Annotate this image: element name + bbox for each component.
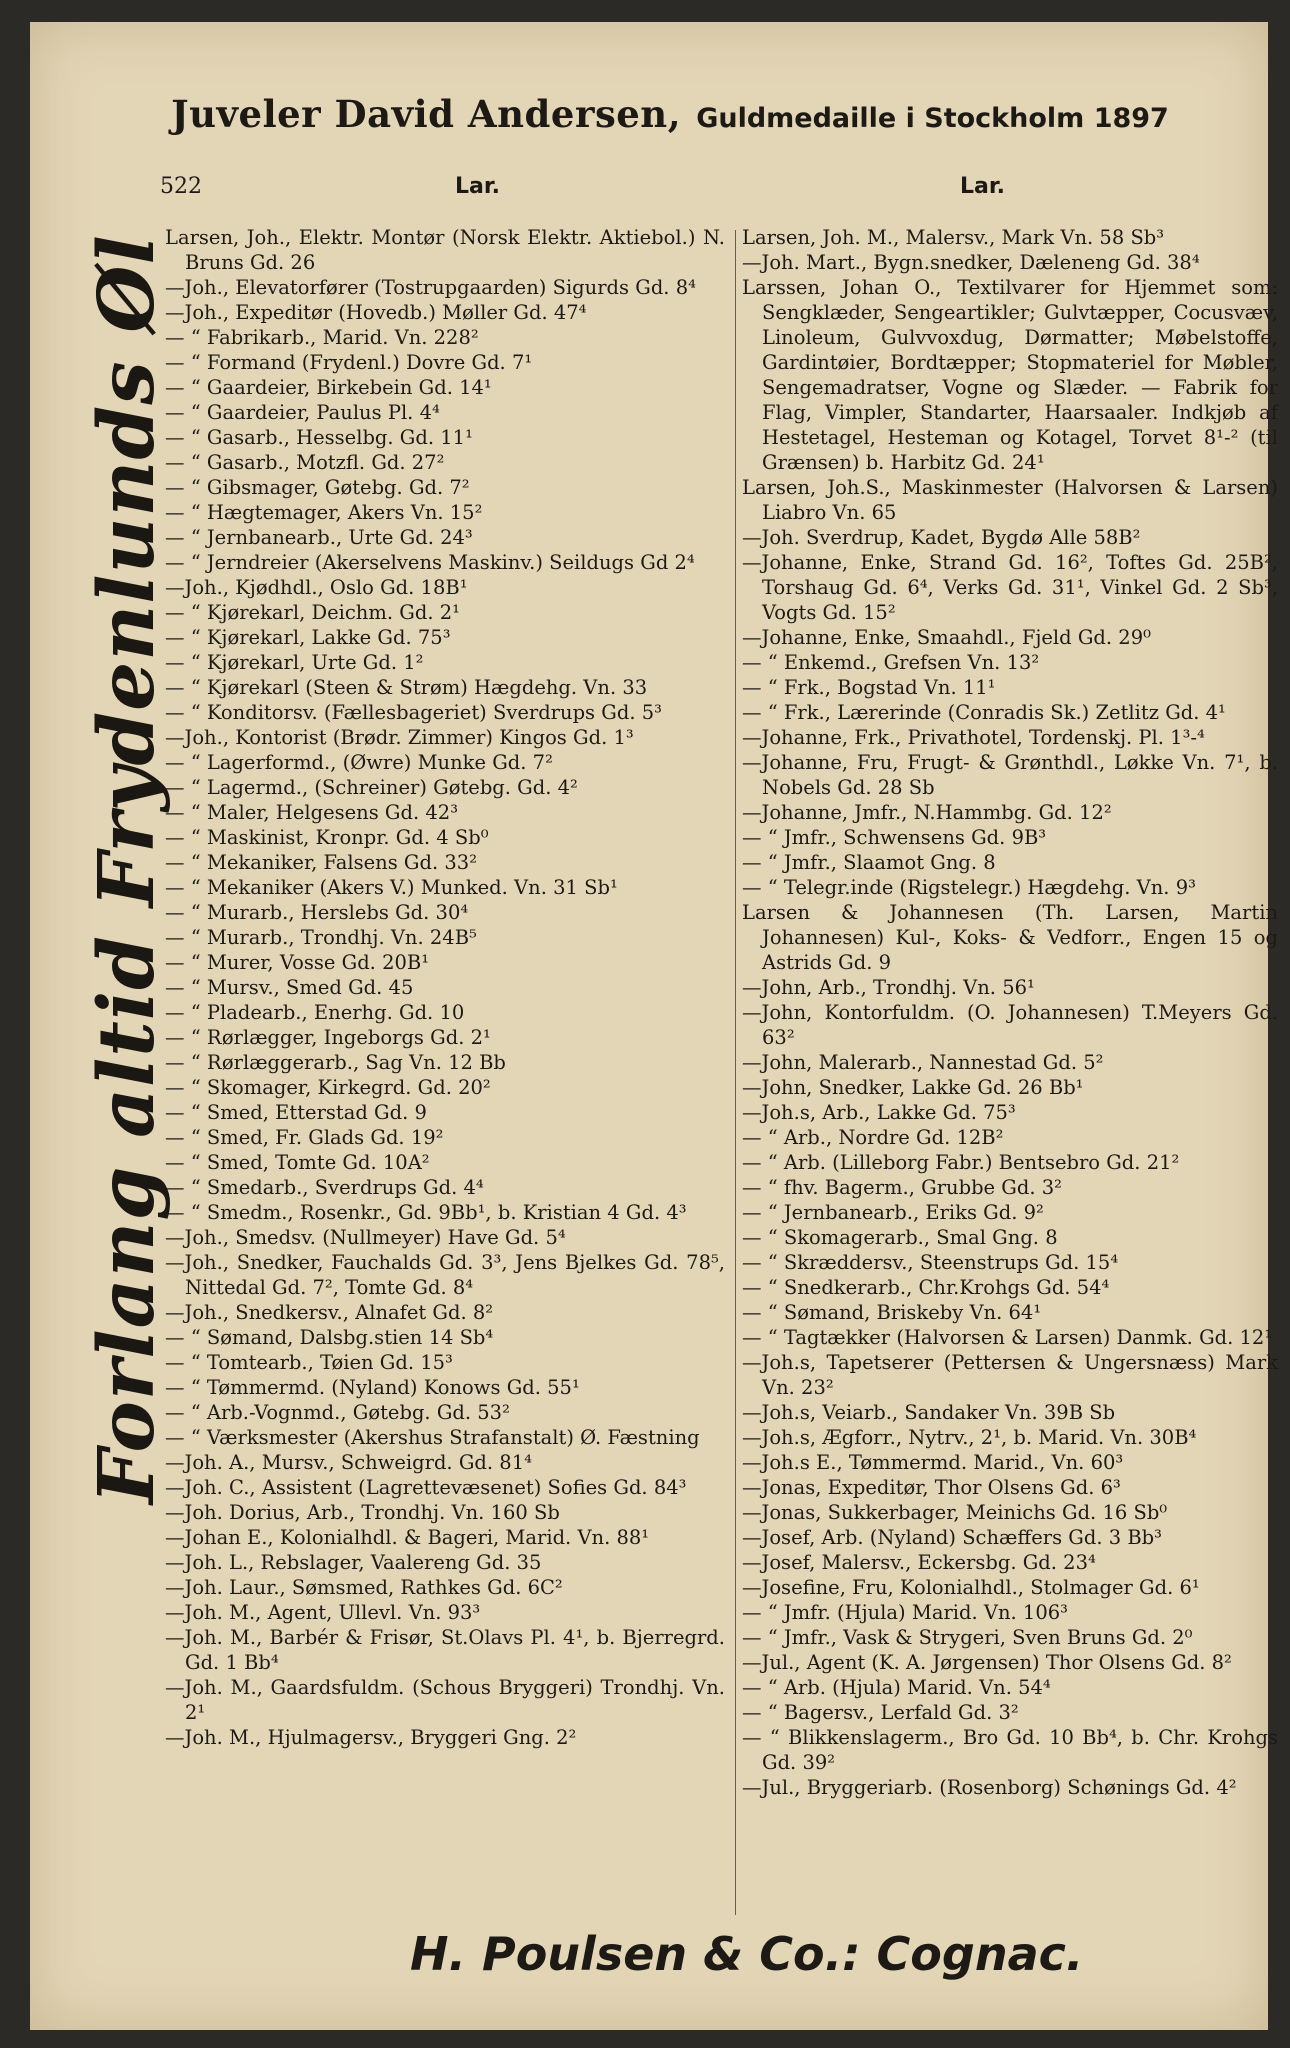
directory-entry: Larsen, Joh., Elektr. Montør (Norsk Elektr. Aktiebol.) N. Bruns Gd. 26	[165, 226, 725, 274]
directory-entry: — “ Formand (Frydenl.) Dovre Gd. 7¹	[165, 351, 533, 374]
directory-entry: Larsen, Joh.S., Maskinmester (Halvorsen & Larsen) Liabro Vn. 65	[742, 476, 1278, 524]
directory-entry: — “ Kjørekarl, Deichm. Gd. 2¹	[165, 601, 460, 624]
directory-entry: —Josefine, Fru, Kolonialhdl., Stolmager Gd. 6¹	[742, 1576, 1200, 1599]
directory-entry: Larssen, Johan O., Textilvarer for Hjemmet som: Sengklæder, Sengeartikler; Gulvtæpper, Cocusvæv, Linoleum, Gulvvoxdug, Dørmatter; Møbelstoffe, Gardintøier, Bordtæpper; Stopmateriel for Møbler, Sengemadratser, Vogne og Slæder. — Fabrik for Flag, Vimpler, Standarter, Haarsaaler. Indkjøb af Hestetagel, Hesteman og Kotagel, Torvet 8¹-² (til Grænsen) b. Harbitz Gd. 24¹	[742, 276, 1278, 474]
directory-entry: —Joh. L., Rebslager, Vaalereng Gd. 35	[165, 1551, 542, 1574]
directory-entry: — “ Smedarb., Sverdrups Gd. 4⁴	[165, 1176, 484, 1199]
directory-entry: — “ Værksmester (Akershus Strafanstalt) Ø. Fæstning	[165, 1426, 700, 1449]
directory-entry: — “ Smed, Etterstad Gd. 9	[165, 1101, 427, 1124]
left-column-heading: Lar.	[455, 174, 500, 199]
directory-entry: — “ Frk., Lærerinde (Conradis Sk.) Zetlitz Gd. 4¹	[742, 701, 1226, 724]
directory-entry: — “ Skomagerarb., Smal Gng. 8	[742, 1226, 1058, 1249]
directory-entry: —Johanne, Enke, Smaahdl., Fjeld Gd. 29⁰	[742, 626, 1151, 649]
directory-entry: —Joh.s, Arb., Lakke Gd. 75³	[742, 1101, 1016, 1124]
directory-entry: — “ Skomager, Kirkegrd. Gd. 20²	[165, 1076, 491, 1099]
directory-entry: —Joh., Expeditør (Hovedb.) Møller Gd. 47⁴	[165, 301, 587, 324]
directory-entry: — “ Blikkenslagerm., Bro Gd. 10 Bb⁴, b. Chr. Krohgs Gd. 39²	[742, 1726, 1278, 1774]
directory-entry: —Joh., Smedsv. (Nullmeyer) Have Gd. 5⁴	[165, 1226, 566, 1249]
directory-entry: — “ Konditorsv. (Fællesbageriet) Sverdrups Gd. 5³	[165, 701, 662, 724]
directory-entry: — “ Arb., Nordre Gd. 12B²	[742, 1126, 1004, 1149]
directory-entry: — “ Maler, Helgesens Gd. 42³	[165, 801, 459, 824]
left-column	[165, 225, 725, 1750]
directory-entry: —John, Kontorfuldm. (O. Johannesen) T.Meyers Gd. 63²	[742, 1001, 1278, 1049]
directory-entry: —Joh. M., Agent, Ullevl. Vn. 93³	[165, 1601, 481, 1624]
directory-entry: — “ Tømmermd. (Nyland) Konows Gd. 55¹	[165, 1376, 580, 1399]
directory-entry: —Joh., Snedkersv., Alnafet Gd. 8²	[165, 1301, 494, 1324]
directory-entry: —John, Arb., Trondhj. Vn. 56¹	[742, 976, 1035, 999]
directory-entry: — “ Pladearb., Enerhg. Gd. 10	[165, 1001, 465, 1024]
directory-entry: Larsen, Joh. M., Malersv., Mark Vn. 58 Sb³	[742, 226, 1165, 249]
directory-entry: —Johan E., Kolonialhdl. & Bageri, Marid. Vn. 88¹	[165, 1526, 650, 1549]
directory-entry: — “ Jmfr., Schwensens Gd. 9B³	[742, 826, 1047, 849]
directory-entry: —Joh. M., Barbér & Frisør, St.Olavs Pl. 4¹, b. Bjerregrd. Gd. 1 Bb⁴	[165, 1626, 725, 1674]
header-ad-main: Juveler David Andersen,	[171, 92, 682, 136]
page-number: 522	[160, 174, 202, 199]
directory-entry: — “ Sømand, Briskeby Vn. 64¹	[742, 1301, 1042, 1324]
directory-entry: — “ Smedm., Rosenkr., Gd. 9Bb¹, b. Kristian 4 Gd. 4³	[165, 1201, 687, 1224]
directory-entry: — “ Gibsmager, Gøtebg. Gd. 7²	[165, 476, 470, 499]
directory-entry: — “ Murarb., Herslebs Gd. 30⁴	[165, 901, 469, 924]
directory-entry: —Joh., Kontorist (Brødr. Zimmer) Kingos Gd. 1³	[165, 726, 634, 749]
directory-entry: — “ Telegr.inde (Rigstelegr.) Hægdehg. Vn. 9³	[742, 876, 1196, 899]
directory-entry: — “ Jmfr., Vask & Strygeri, Sven Bruns Gd. 2⁰	[742, 1626, 1193, 1649]
directory-page	[30, 22, 1278, 2030]
directory-entry: — “ Bagersv., Lerfald Gd. 3²	[742, 1701, 1019, 1724]
directory-entry: — “ Jernbanearb., Urte Gd. 24³	[165, 526, 473, 549]
directory-entry: —Joh. Laur., Sømsmed, Rathkes Gd. 6C²	[165, 1576, 563, 1599]
directory-entry: — “ Arb.-Vognmd., Gøtebg. Gd. 53²	[165, 1401, 510, 1424]
directory-entry: — “ Skræddersv., Steenstrups Gd. 15⁴	[742, 1251, 1119, 1274]
right-column-heading: Lar.	[960, 174, 1005, 199]
side-ad-text: Forlang altid Frydenlunds Øl	[82, 234, 172, 1504]
header-advertisement	[150, 92, 1190, 136]
directory-entry: —Jul., Agent (K. A. Jørgensen) Thor Olsens Gd. 8²	[742, 1651, 1232, 1674]
directory-entry: — “ Snedkerarb., Chr.Krohgs Gd. 54⁴	[742, 1276, 1110, 1299]
directory-entry: —Johanne, Jmfr., N.Hammbg. Gd. 12²	[742, 801, 1112, 824]
directory-entry: — “ Gaardeier, Paulus Pl. 4⁴	[165, 401, 440, 424]
directory-entry: — “ Fabrikarb., Marid. Vn. 228²	[165, 326, 479, 349]
directory-entry: — “ Jernbanearb., Eriks Gd. 9²	[742, 1201, 1044, 1224]
directory-entry: —Johanne, Frk., Privathotel, Tordenskj. Pl. 1³-⁴	[742, 726, 1205, 749]
directory-entry: —Joh. M., Gaardsfuldm. (Schous Bryggeri) Trondhj. Vn. 2¹	[165, 1676, 725, 1724]
footer-advertisement: H. Poulsen & Co.: Cognac.	[410, 1927, 1084, 1981]
directory-entry: — “ Mursv., Smed Gd. 45	[165, 976, 414, 999]
directory-entry: —John, Malerarb., Nannestad Gd. 5²	[742, 1051, 1104, 1074]
directory-entry: —Joh., Elevatorfører (Tostrupgaarden) Sigurds Gd. 8⁴	[165, 276, 696, 299]
directory-entry: — “ Mekaniker (Akers V.) Munked. Vn. 31 Sb¹	[165, 876, 618, 899]
directory-entry: —Joh.s, Tapetserer (Pettersen & Ungersnæss) Mark Vn. 23²	[742, 1351, 1278, 1399]
directory-entry: — “ Tomtearb., Tøien Gd. 15³	[165, 1351, 453, 1374]
directory-entry: —Joh.s, Ægforr., Nytrv., 2¹, b. Marid. Vn. 30B⁴	[742, 1426, 1197, 1449]
directory-entry: — “ Kjørekarl, Urte Gd. 1²	[165, 651, 424, 674]
directory-entry: — “ Maskinist, Kronpr. Gd. 4 Sb⁰	[165, 826, 489, 849]
directory-entry: —Joh.s E., Tømmermd. Marid., Vn. 60³	[742, 1451, 1124, 1474]
directory-entry: — “ Gasarb., Motzfl. Gd. 27²	[165, 451, 445, 474]
directory-entry: — “ Lagerformd., (Øwre) Munke Gd. 7²	[165, 751, 553, 774]
directory-entry: — “ Kjørekarl, Lakke Gd. 75³	[165, 626, 451, 649]
directory-entry: — “ Rørlæggerarb., Sag Vn. 12 Bb	[165, 1051, 506, 1074]
directory-entry: —Jul., Bryggeriarb. (Rosenborg) Schønings Gd. 4²	[742, 1776, 1237, 1799]
directory-entry: — “ Mekaniker, Falsens Gd. 33²	[165, 851, 478, 874]
directory-entry: — “ Lagermd., (Schreiner) Gøtebg. Gd. 4²	[165, 776, 578, 799]
directory-entry: — “ Gaardeier, Birkebein Gd. 14¹	[165, 376, 492, 399]
directory-entry: —Josef, Malersv., Eckersbg. Gd. 23⁴	[742, 1551, 1096, 1574]
directory-entry: — “ Jmfr. (Hjula) Marid. Vn. 106³	[742, 1601, 1068, 1624]
header-ad-sub: Guldmedaille i Stockholm 1897	[696, 103, 1169, 134]
side-advertisement	[28, 234, 172, 1532]
directory-entry: — “ Arb. (Lilleborg Fabr.) Bentsebro Gd. 21²	[742, 1151, 1180, 1174]
directory-entry: — “ Tagtækker (Halvorsen & Larsen) Danmk. Gd. 12¹	[742, 1326, 1273, 1349]
directory-entry: Larsen & Johannesen (Th. Larsen, Martin Johannesen) Kul-, Koks- & Vedforr., Engen 15 og Astrids Gd. 9	[742, 901, 1278, 974]
directory-entry: —Jonas, Expeditør, Thor Olsens Gd. 6³	[742, 1476, 1121, 1499]
directory-entry: — “ Kjørekarl (Steen & Strøm) Hægdehg. Vn. 33	[165, 676, 648, 699]
directory-entry: — “ Rørlægger, Ingeborgs Gd. 2¹	[165, 1026, 491, 1049]
directory-entry: — “ Frk., Bogstad Vn. 11¹	[742, 676, 996, 699]
directory-entry: —Joh. Dorius, Arb., Trondhj. Vn. 160 Sb	[165, 1501, 560, 1524]
directory-entry: —Joh. M., Hjulmagersv., Bryggeri Gng. 2²	[165, 1726, 577, 1749]
directory-entry: — “ Arb. (Hjula) Marid. Vn. 54⁴	[742, 1676, 1051, 1699]
directory-entry: —Joh., Snedker, Fauchalds Gd. 3³, Jens Bjelkes Gd. 78⁵, Nittedal Gd. 7², Tomte Gd. 8⁴	[165, 1251, 725, 1299]
directory-entry: — “ Jerndreier (Akerselvens Maskinv.) Seildugs Gd 2⁴	[165, 551, 695, 574]
directory-entry: —Joh. A., Mursv., Schweigrd. Gd. 81⁴	[165, 1451, 532, 1474]
directory-entry: —Johanne, Enke, Strand Gd. 16², Toftes Gd. 25B², Torshaug Gd. 6⁴, Verks Gd. 31¹, Vinkel Gd. 2 Sb³, Vogts Gd. 15²	[742, 551, 1278, 624]
directory-entry: —Johanne, Fru, Frugt- & Grønthdl., Løkke Vn. 7¹, b. Nobels Gd. 28 Sb	[742, 751, 1278, 799]
directory-entry: —Joh. Sverdrup, Kadet, Bygdø Alle 58B²	[742, 526, 1141, 549]
directory-entry: —Joh. Mart., Bygn.snedker, Dæleneng Gd. 38⁴	[742, 251, 1200, 274]
directory-entry: —Joh., Kjødhdl., Oslo Gd. 18B¹	[165, 576, 468, 599]
directory-entry: — “ Hægtemager, Akers Vn. 15²	[165, 501, 483, 524]
directory-entry: — “ Sømand, Dalsbg.stien 14 Sb⁴	[165, 1326, 494, 1349]
column-divider	[735, 230, 736, 1915]
directory-entry: — “ Murarb., Trondhj. Vn. 24B⁵	[165, 926, 477, 949]
right-column	[742, 225, 1278, 1800]
directory-entry: — “ Smed, Fr. Glads Gd. 19²	[165, 1126, 444, 1149]
directory-entry: —John, Snedker, Lakke Gd. 26 Bb¹	[742, 1076, 1084, 1099]
directory-entry: — “ Jmfr., Slaamot Gng. 8	[742, 851, 996, 874]
directory-entry: — “ fhv. Bagerm., Grubbe Gd. 3²	[742, 1176, 1062, 1199]
directory-entry: —Joh. C., Assistent (Lagrettevæsenet) Sofies Gd. 84³	[165, 1476, 687, 1499]
directory-entry: —Joh.s, Veiarb., Sandaker Vn. 39B Sb	[742, 1401, 1116, 1424]
directory-entry: — “ Gasarb., Hesselbg. Gd. 11¹	[165, 426, 473, 449]
directory-entry: — “ Enkemd., Grefsen Vn. 13²	[742, 651, 1040, 674]
directory-entry: —Josef, Arb. (Nyland) Schæffers Gd. 3 Bb³	[742, 1526, 1162, 1549]
directory-entry: — “ Murer, Vosse Gd. 20B¹	[165, 951, 430, 974]
directory-entry: — “ Smed, Tomte Gd. 10A²	[165, 1151, 430, 1174]
directory-entry: —Jonas, Sukkerbager, Meinichs Gd. 16 Sb⁰	[742, 1501, 1168, 1524]
